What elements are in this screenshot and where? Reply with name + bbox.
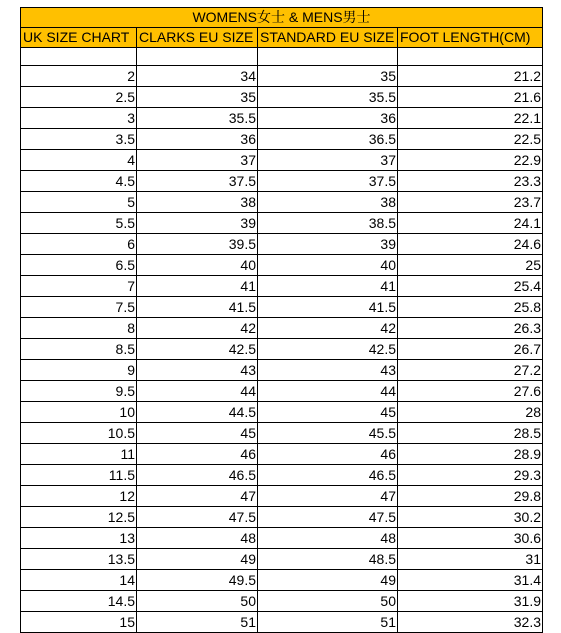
header-uk-size[interactable]: UK SIZE CHART: [21, 28, 137, 48]
foot-length-cell[interactable]: 24.1: [398, 213, 543, 234]
clarks-eu-size-cell[interactable]: 45: [137, 423, 258, 444]
standard-eu-size-cell[interactable]: 45.5: [258, 423, 398, 444]
clarks-eu-size-cell[interactable]: 40: [137, 255, 258, 276]
clarks-eu-size-cell[interactable]: 37.5: [137, 171, 258, 192]
standard-eu-size-cell[interactable]: 50: [258, 591, 398, 612]
table-row: [21, 108, 543, 129]
uk-size-cell[interactable]: 9: [21, 360, 137, 381]
clarks-eu-size-cell[interactable]: 37: [137, 150, 258, 171]
foot-length-cell[interactable]: 28.9: [398, 444, 543, 465]
foot-length-cell[interactable]: 26.3: [398, 318, 543, 339]
foot-length-cell[interactable]: 23.3: [398, 171, 543, 192]
size-chart-table: [20, 7, 543, 633]
blank-cell[interactable]: [137, 48, 258, 66]
standard-eu-size-cell[interactable]: 41: [258, 276, 398, 297]
clarks-eu-size-cell[interactable]: 49.5: [137, 570, 258, 591]
table-row: [21, 297, 543, 318]
table-row: [21, 507, 543, 528]
standard-eu-size-cell[interactable]: 51: [258, 612, 398, 633]
standard-eu-size-cell[interactable]: 45: [258, 402, 398, 423]
blank-row: [21, 48, 543, 66]
standard-eu-size-cell[interactable]: 48.5: [258, 549, 398, 570]
header-row: [21, 28, 543, 48]
table-row: [21, 192, 543, 213]
foot-length-cell[interactable]: 29.8: [398, 486, 543, 507]
foot-length-cell[interactable]: 25.8: [398, 297, 543, 318]
table-row: [21, 171, 543, 192]
clarks-eu-size-cell[interactable]: 48: [137, 528, 258, 549]
clarks-eu-size-cell[interactable]: 46: [137, 444, 258, 465]
standard-eu-size-cell[interactable]: 37.5: [258, 171, 398, 192]
header-foot-length[interactable]: FOOT LENGTH(CM): [398, 28, 543, 48]
uk-size-cell[interactable]: 14: [21, 570, 137, 591]
foot-length-cell[interactable]: 23.7: [398, 192, 543, 213]
foot-length-cell[interactable]: 30.2: [398, 507, 543, 528]
table-row: [21, 87, 543, 108]
blank-cell[interactable]: [398, 48, 543, 66]
standard-eu-size-cell[interactable]: 47.5: [258, 507, 398, 528]
standard-eu-size-cell[interactable]: 39: [258, 234, 398, 255]
uk-size-cell[interactable]: 8: [21, 318, 137, 339]
blank-cell[interactable]: [21, 48, 137, 66]
table-row: [21, 528, 543, 549]
table-row: [21, 129, 543, 150]
standard-eu-size-cell[interactable]: 35: [258, 66, 398, 87]
clarks-eu-size-cell[interactable]: 51: [137, 612, 258, 633]
uk-size-cell[interactable]: 9.5: [21, 381, 137, 402]
size-chart-body: [21, 8, 543, 633]
header-clarks-eu-size[interactable]: CLARKS EU SIZE: [137, 28, 258, 48]
standard-eu-size-cell[interactable]: 47: [258, 486, 398, 507]
standard-eu-size-cell[interactable]: 44: [258, 381, 398, 402]
uk-size-cell[interactable]: 6: [21, 234, 137, 255]
table-row: [21, 423, 543, 444]
clarks-eu-size-cell[interactable]: 43: [137, 360, 258, 381]
uk-size-cell[interactable]: 12.5: [21, 507, 137, 528]
standard-eu-size-cell[interactable]: 41.5: [258, 297, 398, 318]
uk-size-cell[interactable]: 4.5: [21, 171, 137, 192]
standard-eu-size-cell[interactable]: 36: [258, 108, 398, 129]
uk-size-cell[interactable]: 15: [21, 612, 137, 633]
table-row: [21, 486, 543, 507]
table-row: [21, 612, 543, 633]
uk-size-cell[interactable]: 3: [21, 108, 137, 129]
foot-length-cell[interactable]: 27.6: [398, 381, 543, 402]
table-row: [21, 255, 543, 276]
standard-eu-size-cell[interactable]: 38.5: [258, 213, 398, 234]
table-row: [21, 150, 543, 171]
clarks-eu-size-cell[interactable]: 39: [137, 213, 258, 234]
standard-eu-size-cell[interactable]: 46.5: [258, 465, 398, 486]
table-row: [21, 444, 543, 465]
foot-length-cell[interactable]: 28.5: [398, 423, 543, 444]
clarks-eu-size-cell[interactable]: 41.5: [137, 297, 258, 318]
clarks-eu-size-cell[interactable]: 34: [137, 66, 258, 87]
clarks-eu-size-cell[interactable]: 35.5: [137, 108, 258, 129]
foot-length-cell[interactable]: 29.3: [398, 465, 543, 486]
foot-length-cell[interactable]: 30.6: [398, 528, 543, 549]
clarks-eu-size-cell[interactable]: 49: [137, 549, 258, 570]
table-row: [21, 465, 543, 486]
standard-eu-size-cell[interactable]: 35.5: [258, 87, 398, 108]
uk-size-cell[interactable]: 10.5: [21, 423, 137, 444]
foot-length-cell[interactable]: 25.4: [398, 276, 543, 297]
title-row: [21, 8, 543, 28]
standard-eu-size-cell[interactable]: 36.5: [258, 129, 398, 150]
clarks-eu-size-cell[interactable]: 42: [137, 318, 258, 339]
size-chart-sheet: [20, 7, 543, 633]
uk-size-cell[interactable]: 6.5: [21, 255, 137, 276]
foot-length-cell[interactable]: 31.4: [398, 570, 543, 591]
uk-size-cell[interactable]: 11.5: [21, 465, 137, 486]
clarks-eu-size-cell[interactable]: 39.5: [137, 234, 258, 255]
standard-eu-size-cell[interactable]: 48: [258, 528, 398, 549]
uk-size-cell[interactable]: 14.5: [21, 591, 137, 612]
clarks-eu-size-cell[interactable]: 36: [137, 129, 258, 150]
foot-length-cell[interactable]: 27.2: [398, 360, 543, 381]
clarks-eu-size-cell[interactable]: 50: [137, 591, 258, 612]
table-row: [21, 276, 543, 297]
standard-eu-size-cell[interactable]: 38: [258, 192, 398, 213]
table-row: [21, 402, 543, 423]
table-row: [21, 213, 543, 234]
blank-cell[interactable]: [258, 48, 398, 66]
uk-size-cell[interactable]: 12: [21, 486, 137, 507]
uk-size-cell[interactable]: 11: [21, 444, 137, 465]
foot-length-cell[interactable]: 22.5: [398, 129, 543, 150]
uk-size-cell[interactable]: 3.5: [21, 129, 137, 150]
uk-size-cell[interactable]: 5.5: [21, 213, 137, 234]
foot-length-cell[interactable]: 21.2: [398, 66, 543, 87]
table-row: [21, 234, 543, 255]
standard-eu-size-cell[interactable]: 40: [258, 255, 398, 276]
table-row: [21, 66, 543, 87]
standard-eu-size-cell[interactable]: 42: [258, 318, 398, 339]
table-row: [21, 570, 543, 591]
header-standard-eu-size[interactable]: STANDARD EU SIZE: [258, 28, 398, 48]
foot-length-cell[interactable]: 28: [398, 402, 543, 423]
clarks-eu-size-cell[interactable]: 41: [137, 276, 258, 297]
uk-size-cell[interactable]: 4: [21, 150, 137, 171]
clarks-eu-size-cell[interactable]: 47.5: [137, 507, 258, 528]
foot-length-cell[interactable]: 26.7: [398, 339, 543, 360]
chart-title[interactable]: WOMENS女士 & MENS男士: [21, 8, 543, 28]
standard-eu-size-cell[interactable]: 49: [258, 570, 398, 591]
uk-size-cell[interactable]: 8.5: [21, 339, 137, 360]
foot-length-cell[interactable]: 24.6: [398, 234, 543, 255]
clarks-eu-size-cell[interactable]: 44: [137, 381, 258, 402]
clarks-eu-size-cell[interactable]: 35: [137, 87, 258, 108]
uk-size-cell[interactable]: 2.5: [21, 87, 137, 108]
clarks-eu-size-cell[interactable]: 38: [137, 192, 258, 213]
table-row: [21, 318, 543, 339]
foot-length-cell[interactable]: 21.6: [398, 87, 543, 108]
foot-length-cell[interactable]: 25: [398, 255, 543, 276]
uk-size-cell[interactable]: 13.5: [21, 549, 137, 570]
foot-length-cell[interactable]: 32.3: [398, 612, 543, 633]
standard-eu-size-cell[interactable]: 46: [258, 444, 398, 465]
foot-length-cell[interactable]: 31.9: [398, 591, 543, 612]
standard-eu-size-cell[interactable]: 37: [258, 150, 398, 171]
clarks-eu-size-cell[interactable]: 47: [137, 486, 258, 507]
uk-size-cell[interactable]: 10: [21, 402, 137, 423]
uk-size-cell[interactable]: 7: [21, 276, 137, 297]
uk-size-cell[interactable]: 5: [21, 192, 137, 213]
uk-size-cell[interactable]: 2: [21, 66, 137, 87]
standard-eu-size-cell[interactable]: 42.5: [258, 339, 398, 360]
clarks-eu-size-cell[interactable]: 46.5: [137, 465, 258, 486]
standard-eu-size-cell[interactable]: 43: [258, 360, 398, 381]
table-row: [21, 591, 543, 612]
foot-length-cell[interactable]: 22.9: [398, 150, 543, 171]
foot-length-cell[interactable]: 31: [398, 549, 543, 570]
clarks-eu-size-cell[interactable]: 44.5: [137, 402, 258, 423]
clarks-eu-size-cell[interactable]: 42.5: [137, 339, 258, 360]
table-row: [21, 549, 543, 570]
table-row: [21, 339, 543, 360]
table-row: [21, 360, 543, 381]
table-row: [21, 381, 543, 402]
uk-size-cell[interactable]: 7.5: [21, 297, 137, 318]
foot-length-cell[interactable]: 22.1: [398, 108, 543, 129]
uk-size-cell[interactable]: 13: [21, 528, 137, 549]
